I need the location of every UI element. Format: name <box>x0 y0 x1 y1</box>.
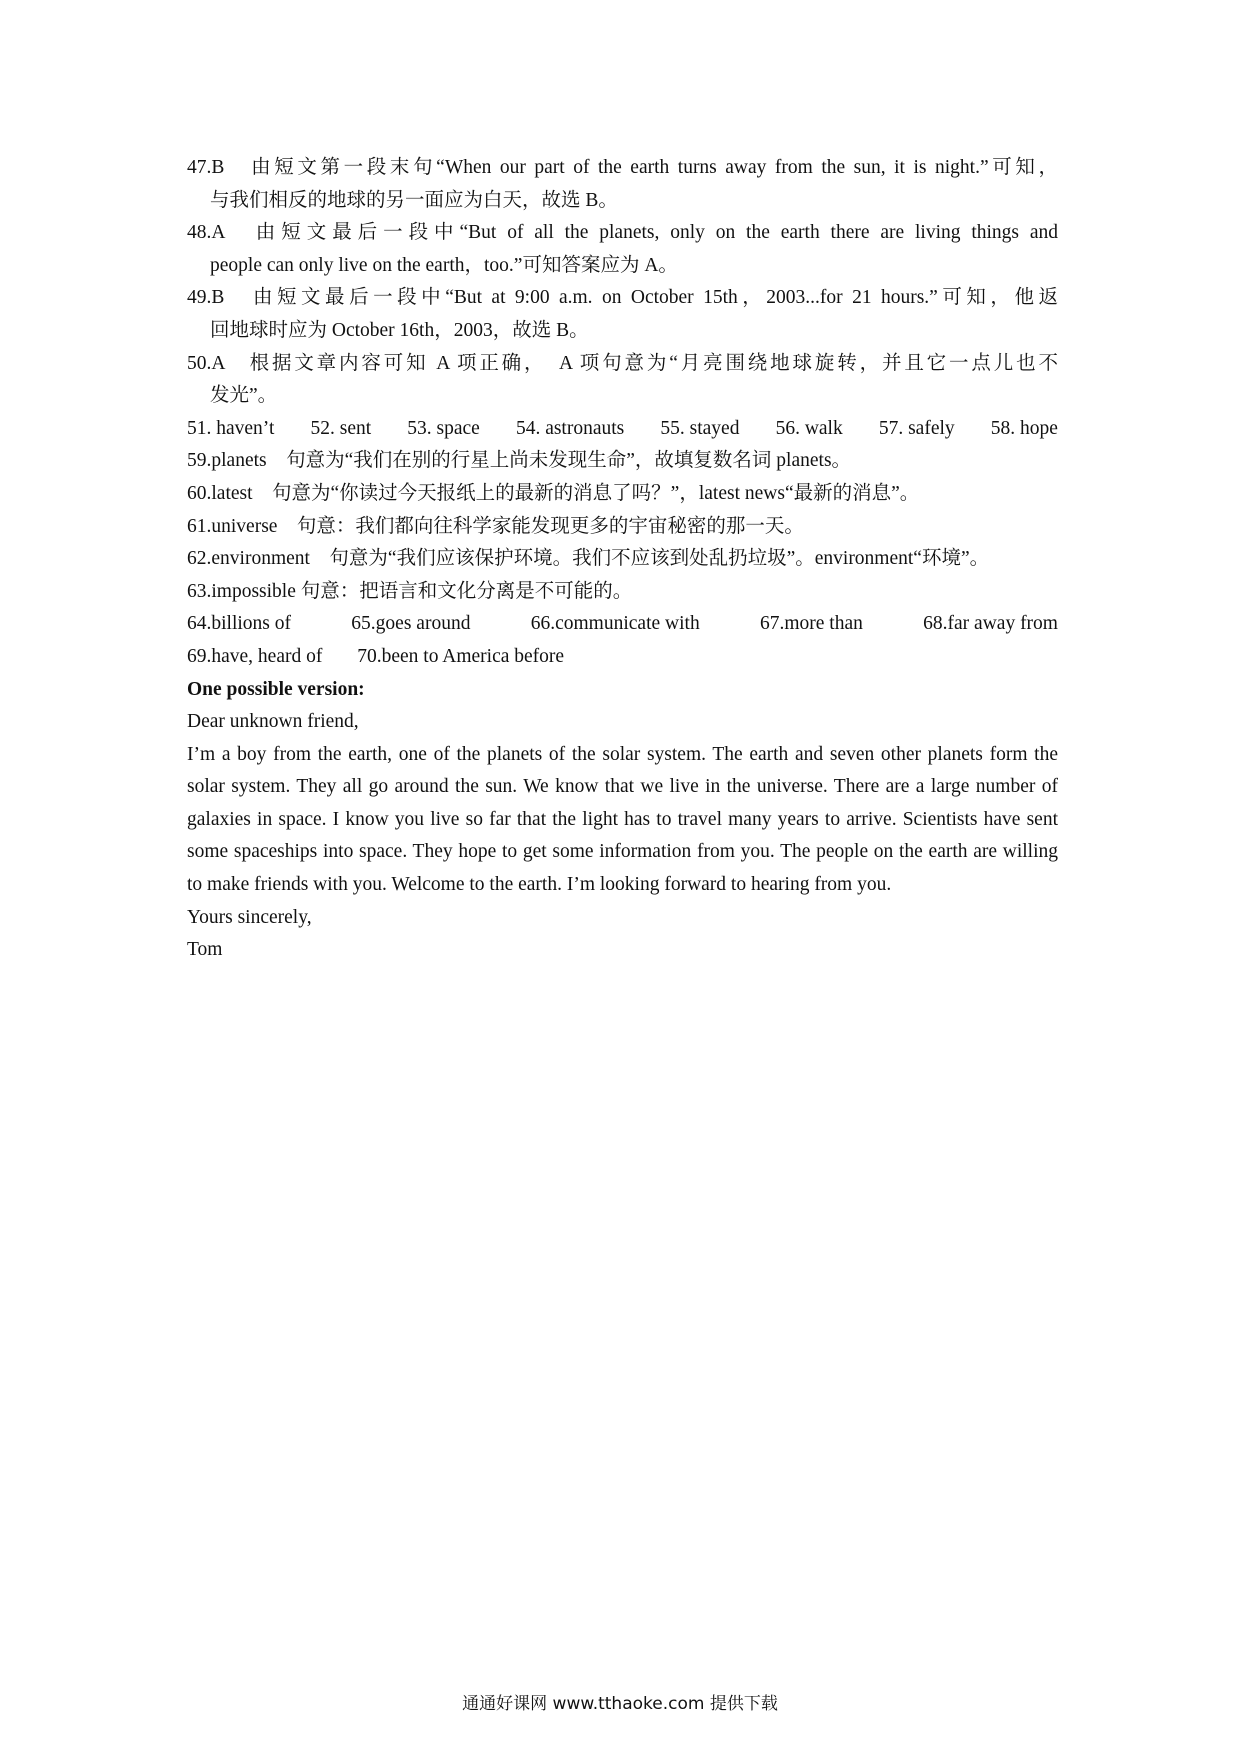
answer-line-continued: 与我们相反的地球的另一面应为白天，故选 B。 <box>210 189 618 211</box>
answer-49 <box>187 282 1058 347</box>
answer-item: 55. stayed <box>660 417 740 439</box>
answer-62: 62.environment 句意为“我们应该保护环境。我们不应该到处乱扔垃圾”。environment“环境”。 <box>187 548 990 570</box>
page-footer: 通通好课网 www.tthaoke.com 提供下载 <box>462 1694 778 1714</box>
answer-item: 58. hope <box>990 417 1058 439</box>
answer-line: 48.A 由短文最后一段中“But of all the planets, only on the earth there are living things and <box>187 222 1058 244</box>
answer-61: 61.universe 句意：我们都向往科学家能发现更多的宇宙秘密的那一天。 <box>187 515 804 537</box>
letter-greeting: Dear unknown friend, <box>187 711 359 733</box>
answer-line-continued: people can only live on the earth，too.”可知答案应为 A。 <box>210 254 678 276</box>
answer-item: 57. safely <box>878 417 955 439</box>
letter-body: I’m a boy from the earth, one of the planets of the solar system. The earth and seven other planets form the solar system. They all go around the sun. We know that we live in the universe. There are a large number of galaxies in space. I know you live so far that the light has to travel many years to arrive. Scientists have sent some spaceships into space. They hope to get some information from you. The people on the earth are willing to make friends with you. Welcome to the earth. I’m looking forward to hearing from you. <box>187 743 1058 896</box>
answer-59: 59.planets 句意为“我们在别的行星上尚未发现生命”，故填复数名词 planets。 <box>187 450 852 472</box>
answer-key <box>187 152 1058 967</box>
answer-item: 53. space <box>407 417 480 439</box>
answers-64-68 <box>187 608 1058 641</box>
answer-line: 47.B 由短文第一段末句“When our part of the earth turns away from the sun, it is night.”可知， <box>187 157 1058 178</box>
answer-line: 50.A 根据文章内容可知 A 项正确， A 项句意为“月亮围绕地球旋转，并且它一点儿也不 <box>187 352 1058 374</box>
answer-line-continued: 回地球时应为 October 16th，2003，故选 B。 <box>210 319 589 341</box>
answer-item: 65.goes around <box>351 613 471 635</box>
answer-item: 66.communicate with <box>530 613 700 635</box>
answer-item: 69.have, heard of <box>187 645 323 667</box>
answer-item: 68.far away from <box>923 613 1058 635</box>
answer-item: 64.billions of <box>187 613 292 635</box>
answer-item: 67.more than <box>759 613 863 635</box>
answers-51-58 <box>187 413 1058 446</box>
letter-closing: Yours sincerely, <box>187 906 312 928</box>
answer-item: 52. sent <box>310 417 372 439</box>
answer-line: 49.B 由短文最后一段中“But at 9:00 a.m. on October 15th，2003...for 21 hours.”可知，他返 <box>187 287 1058 309</box>
answer-48 <box>187 217 1058 282</box>
answer-60: 60.latest 句意为“你读过今天报纸上的最新的消息了吗？”，latest news“最新的消息”。 <box>187 482 920 504</box>
answer-item: 70.been to America before <box>357 645 565 667</box>
answer-item: 54. astronauts <box>515 417 625 439</box>
letter-signature: Tom <box>187 939 223 961</box>
answer-line-continued: 发光”。 <box>210 385 278 407</box>
answer-63: 63.impossible 句意：把语言和文化分离是不可能的。 <box>187 580 633 602</box>
answer-item: 56. walk <box>775 417 843 439</box>
section-heading: One possible version: <box>187 678 365 700</box>
answer-47 <box>187 152 1058 217</box>
answers-69-70 <box>187 641 1058 674</box>
writing-sample <box>187 674 1058 967</box>
answer-50 <box>187 348 1058 413</box>
answer-item: 51. haven’t <box>187 417 275 439</box>
